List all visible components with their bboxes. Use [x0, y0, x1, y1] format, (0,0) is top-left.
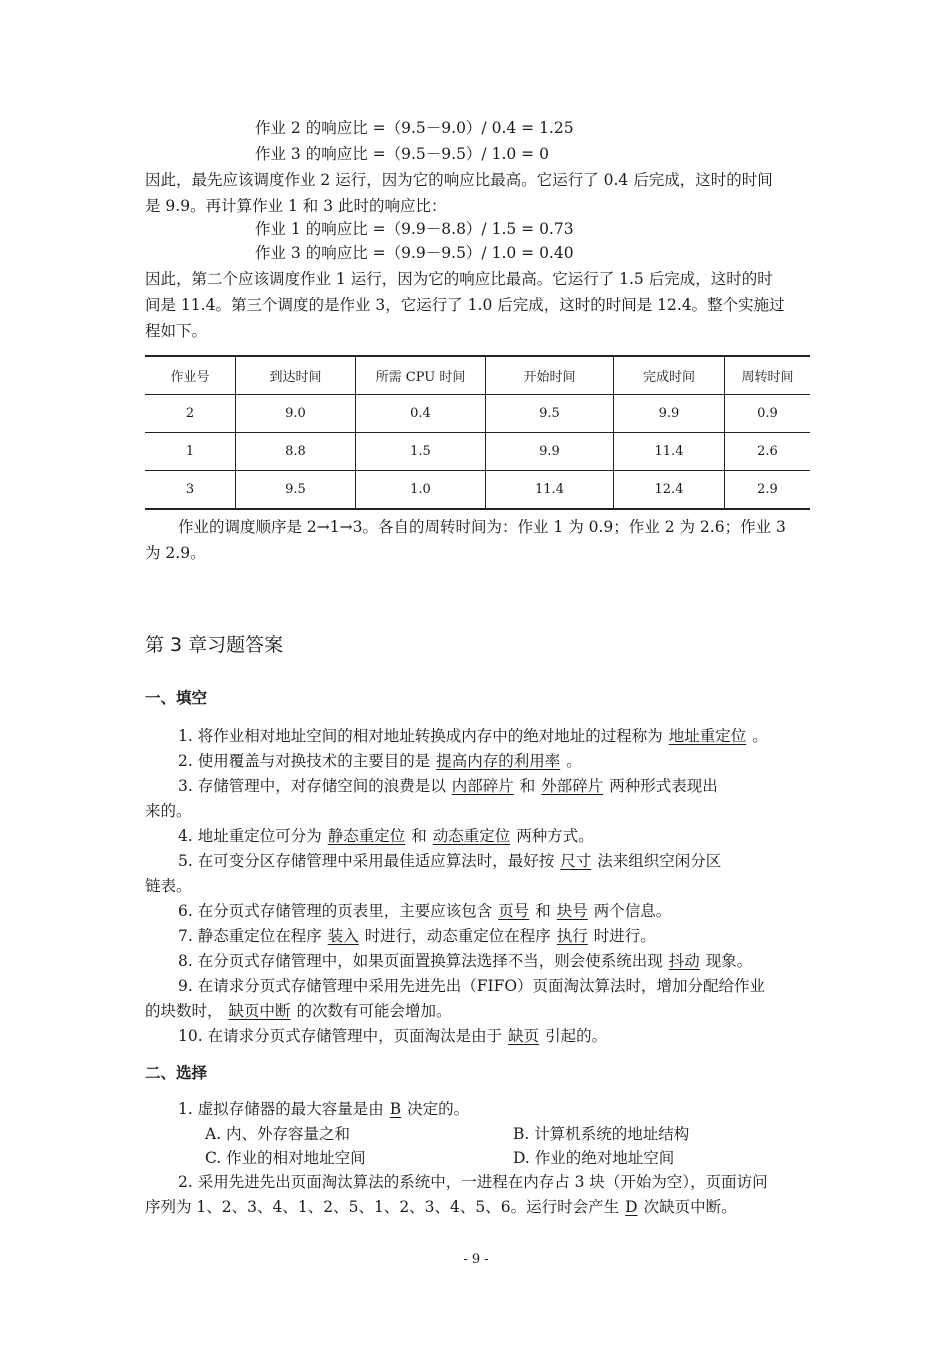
- table-cell: 9.5: [236, 471, 356, 510]
- choice-option-a: A. 内、外存容量之和: [205, 1125, 351, 1143]
- fill-question-4: 4. 地址重定位可分为 静态重定位 和 动态重定位 两种方式。: [178, 827, 594, 845]
- section-title-choice: 二、选择: [145, 1064, 208, 1082]
- fill-question-2: 2. 使用覆盖与对换技术的主要目的是 提高内存的利用率 。: [178, 752, 582, 770]
- fill-question-1: 1. 将作业相对地址空间的相对地址转换成内存中的绝对地址的过程称为 地址重定位 。: [178, 727, 768, 745]
- summary-line-2: 为 2.9。: [145, 544, 206, 562]
- section-title-fill: 一、填空: [145, 689, 208, 707]
- table-row: [145, 395, 810, 433]
- choice-option-c: C. 作业的相对地址空间: [205, 1149, 366, 1167]
- answer-blank: B: [389, 1100, 402, 1118]
- table-cell: 0.4: [356, 395, 486, 433]
- choice-question-1: 1. 虚拟存储器的最大容量是由 B 决定的。: [178, 1100, 470, 1118]
- table-cell: 2.6: [725, 433, 811, 471]
- table-cell: 1.5: [356, 433, 486, 471]
- table-header: 到达时间: [236, 356, 356, 395]
- paragraph-line: 间是 11.4。第三个调度的是作业 3，它运行了 1.0 后完成，这时的时间是 12.4。整个实施过: [145, 296, 785, 314]
- fill-question-8: 8. 在分页式存储管理中，如果页面置换算法选择不当，则会使系统出现 抖动 现象。: [178, 952, 753, 970]
- fill-question-3: 3. 存储管理中，对存储空间的浪费是以 内部碎片 和 外部碎片 两种形式表现出: [178, 777, 718, 795]
- answer-blank: 外部碎片: [541, 777, 604, 795]
- calc-line-2: 作业 3 的响应比 =（9.5－9.5）/ 1.0 = 0: [255, 145, 549, 163]
- schedule-table: [145, 355, 810, 510]
- table-header: 作业号: [145, 356, 236, 395]
- choice-question-2: 2. 采用先进先出页面淘汰算法的系统中，一进程在内存占 3 块（开始为空），页面访问: [178, 1173, 768, 1191]
- answer-blank: 页号: [498, 902, 530, 920]
- answer-blank: 块号: [556, 902, 588, 920]
- fill-question-5-cont: 链表。: [145, 877, 192, 895]
- table-cell: 1: [145, 433, 236, 471]
- table-header-row: [145, 356, 810, 395]
- fill-question-9: 9. 在请求分页式存储管理中采用先进先出（FIFO）页面淘汰算法时，增加分配给作业: [178, 977, 766, 995]
- answer-blank: 抖动: [668, 952, 700, 970]
- paragraph-line: 是 9.9。再计算作业 1 和 3 此时的响应比：: [145, 197, 447, 215]
- table-row: [145, 433, 810, 471]
- chapter-title: 第 3 章习题答案: [145, 634, 284, 656]
- table-cell: 8.8: [236, 433, 356, 471]
- table-row: [145, 471, 810, 510]
- summary-line-1: 作业的调度顺序是 2→1→3。各自的周转时间为：作业 1 为 0.9；作业 2 为 2.6；作业 3: [178, 518, 786, 536]
- choice-question-2-cont: 序列为 1、2、3、4、1、2、5、1、2、3、4、5、6。运行时会产生 D 次缺页中断。: [145, 1198, 737, 1216]
- answer-blank: 缺页中断: [228, 1002, 291, 1020]
- answer-blank: 执行: [556, 927, 588, 945]
- answer-blank: D: [625, 1198, 638, 1216]
- table-cell: 9.9: [486, 433, 614, 471]
- fill-question-7: 7. 静态重定位在程序 装入 时进行，动态重定位在程序 执行 时进行。: [178, 927, 656, 945]
- table-cell: 3: [145, 471, 236, 510]
- table-cell: 1.0: [356, 471, 486, 510]
- calc-line-4: 作业 3 的响应比 =（9.9－9.5）/ 1.0 = 0.40: [255, 244, 574, 262]
- fill-question-3-cont: 来的。: [145, 802, 192, 820]
- table-header: 周转时间: [725, 356, 811, 395]
- answer-blank: 尺寸: [560, 852, 592, 870]
- answer-blank: 地址重定位: [668, 727, 747, 745]
- table-cell: 11.4: [486, 471, 614, 510]
- calc-line-1: 作业 2 的响应比 =（9.5－9.0）/ 0.4 = 1.25: [255, 119, 574, 137]
- fill-question-9-cont: 的块数时， 缺页中断 的次数有可能会增加。: [145, 1002, 452, 1020]
- table-cell: 0.9: [725, 395, 811, 433]
- table-header: 完成时间: [614, 356, 725, 395]
- answer-blank: 动态重定位: [432, 827, 511, 845]
- fill-question-6: 6. 在分页式存储管理的页表里，主要应该包含 页号 和 块号 两个信息。: [178, 902, 672, 920]
- table-cell: 2.9: [725, 471, 811, 510]
- table-header: 开始时间: [486, 356, 614, 395]
- answer-blank: 内部碎片: [451, 777, 514, 795]
- paragraph-line: 因此，最先应该调度作业 2 运行，因为它的响应比最高。它运行了 0.4 后完成，这时的时间: [145, 171, 773, 189]
- answer-blank: 缺页: [508, 1027, 540, 1045]
- answer-blank: 装入: [327, 927, 359, 945]
- choice-option-d: D. 作业的绝对地址空间: [513, 1149, 675, 1167]
- table-cell: 9.5: [486, 395, 614, 433]
- table-cell: 9.9: [614, 395, 725, 433]
- calc-line-3: 作业 1 的响应比 =（9.9－8.8）/ 1.5 = 0.73: [255, 220, 574, 238]
- fill-question-5: 5. 在可变分区存储管理中采用最佳适应算法时，最好按 尺寸 法来组织空闲分区: [178, 852, 722, 870]
- fill-question-10: 10. 在请求分页式存储管理中，页面淘汰是由于 缺页 引起的。: [178, 1027, 608, 1045]
- page-number: - 9 -: [463, 1252, 489, 1267]
- table-cell: 12.4: [614, 471, 725, 510]
- paragraph-line: 因此，第二个应该调度作业 1 运行，因为它的响应比最高。它运行了 1.5 后完成，这时的时: [145, 270, 773, 288]
- table-header: 所需 CPU 时间: [356, 356, 486, 395]
- table-cell: 9.0: [236, 395, 356, 433]
- table-cell: 11.4: [614, 433, 725, 471]
- table-cell: 2: [145, 395, 236, 433]
- choice-option-b: B. 计算机系统的地址结构: [513, 1125, 690, 1143]
- answer-blank: 静态重定位: [327, 827, 406, 845]
- paragraph-line: 程如下。: [145, 322, 208, 340]
- answer-blank: 提高内存的利用率: [436, 752, 561, 770]
